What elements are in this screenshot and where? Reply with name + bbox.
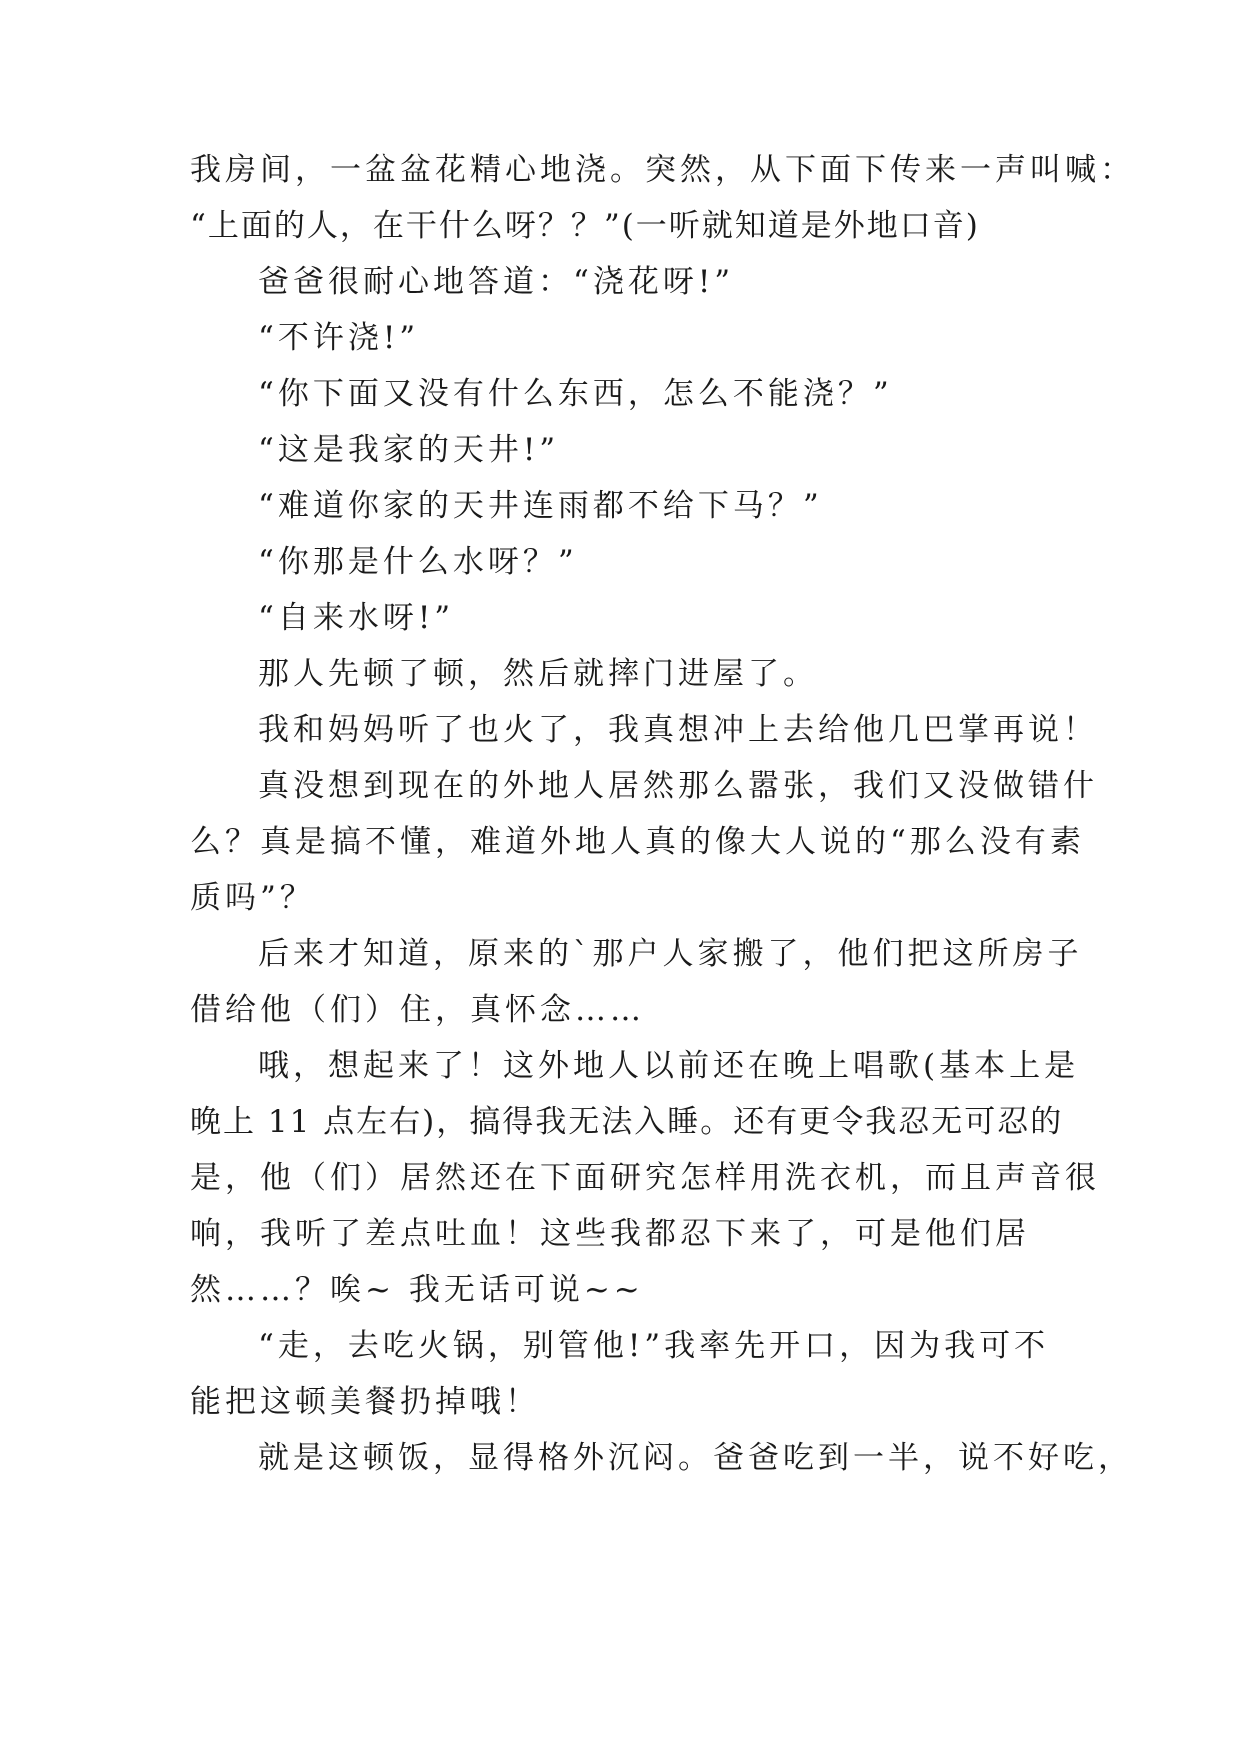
text-line: 就是这顿饭，显得格外沉闷。爸爸吃到一半，说不好吃， (258, 1440, 1133, 1476)
text-line: 能把这顿美餐扔掉哦！ (190, 1384, 540, 1420)
text-line: 哦，想起来了！这外地人以前还在晚上唱歌(基本上是 (258, 1048, 1080, 1084)
text-line: 我和妈妈听了也火了，我真想冲上去给他几巴掌再说！ (258, 712, 1098, 748)
text-line: “上面的人，在干什么呀？？”(一听就知道是外地口音) (190, 208, 980, 244)
text-line: 质吗”？ (190, 880, 315, 916)
text-line: “难道你家的天井连雨都不给下马？” (258, 488, 823, 524)
text-line: 我房间，一盆盆花精心地浇。突然，从下面下传来一声叫喊： (190, 152, 1135, 188)
text-line: 然……？唉~ 我无话可说~~ (190, 1272, 644, 1308)
text-line: “自来水呀!” (258, 600, 455, 636)
text-line: 爸爸很耐心地答道：“浇花呀!” (258, 264, 735, 300)
text-line: 么？真是搞不懂，难道外地人真的像大人说的“那么没有素 (190, 824, 1085, 860)
text-line: “走，去吃火锅，别管他!”我率先开口，因为我可不 (258, 1328, 1050, 1364)
text-line: 那人先顿了顿，然后就摔门进屋了。 (258, 656, 818, 692)
text-line: 是，他（们）居然还在下面研究怎样用洗衣机，而且声音很 (190, 1160, 1100, 1196)
text-line: “你那是什么水呀？” (258, 544, 578, 580)
text-line: 后来才知道，原来的`那户人家搬了，他们把这所房子 (258, 936, 1083, 972)
text-line: “这是我家的天井!” (258, 432, 560, 468)
text-line: “不许浇!” (258, 320, 420, 356)
text-line: 晚上 11 点左右)，搞得我无法入睡。还有更令我忍无可忍的 (190, 1104, 1064, 1140)
text-line: 响，我听了差点吐血！这些我都忍下来了，可是他们居 (190, 1216, 1030, 1252)
text-line: 借给他（们）住，真怀念…… (190, 992, 645, 1028)
text-line: “你下面又没有什么东西，怎么不能浇？” (258, 376, 893, 412)
text-line: 真没想到现在的外地人居然那么嚣张，我们又没做错什 (258, 768, 1098, 804)
